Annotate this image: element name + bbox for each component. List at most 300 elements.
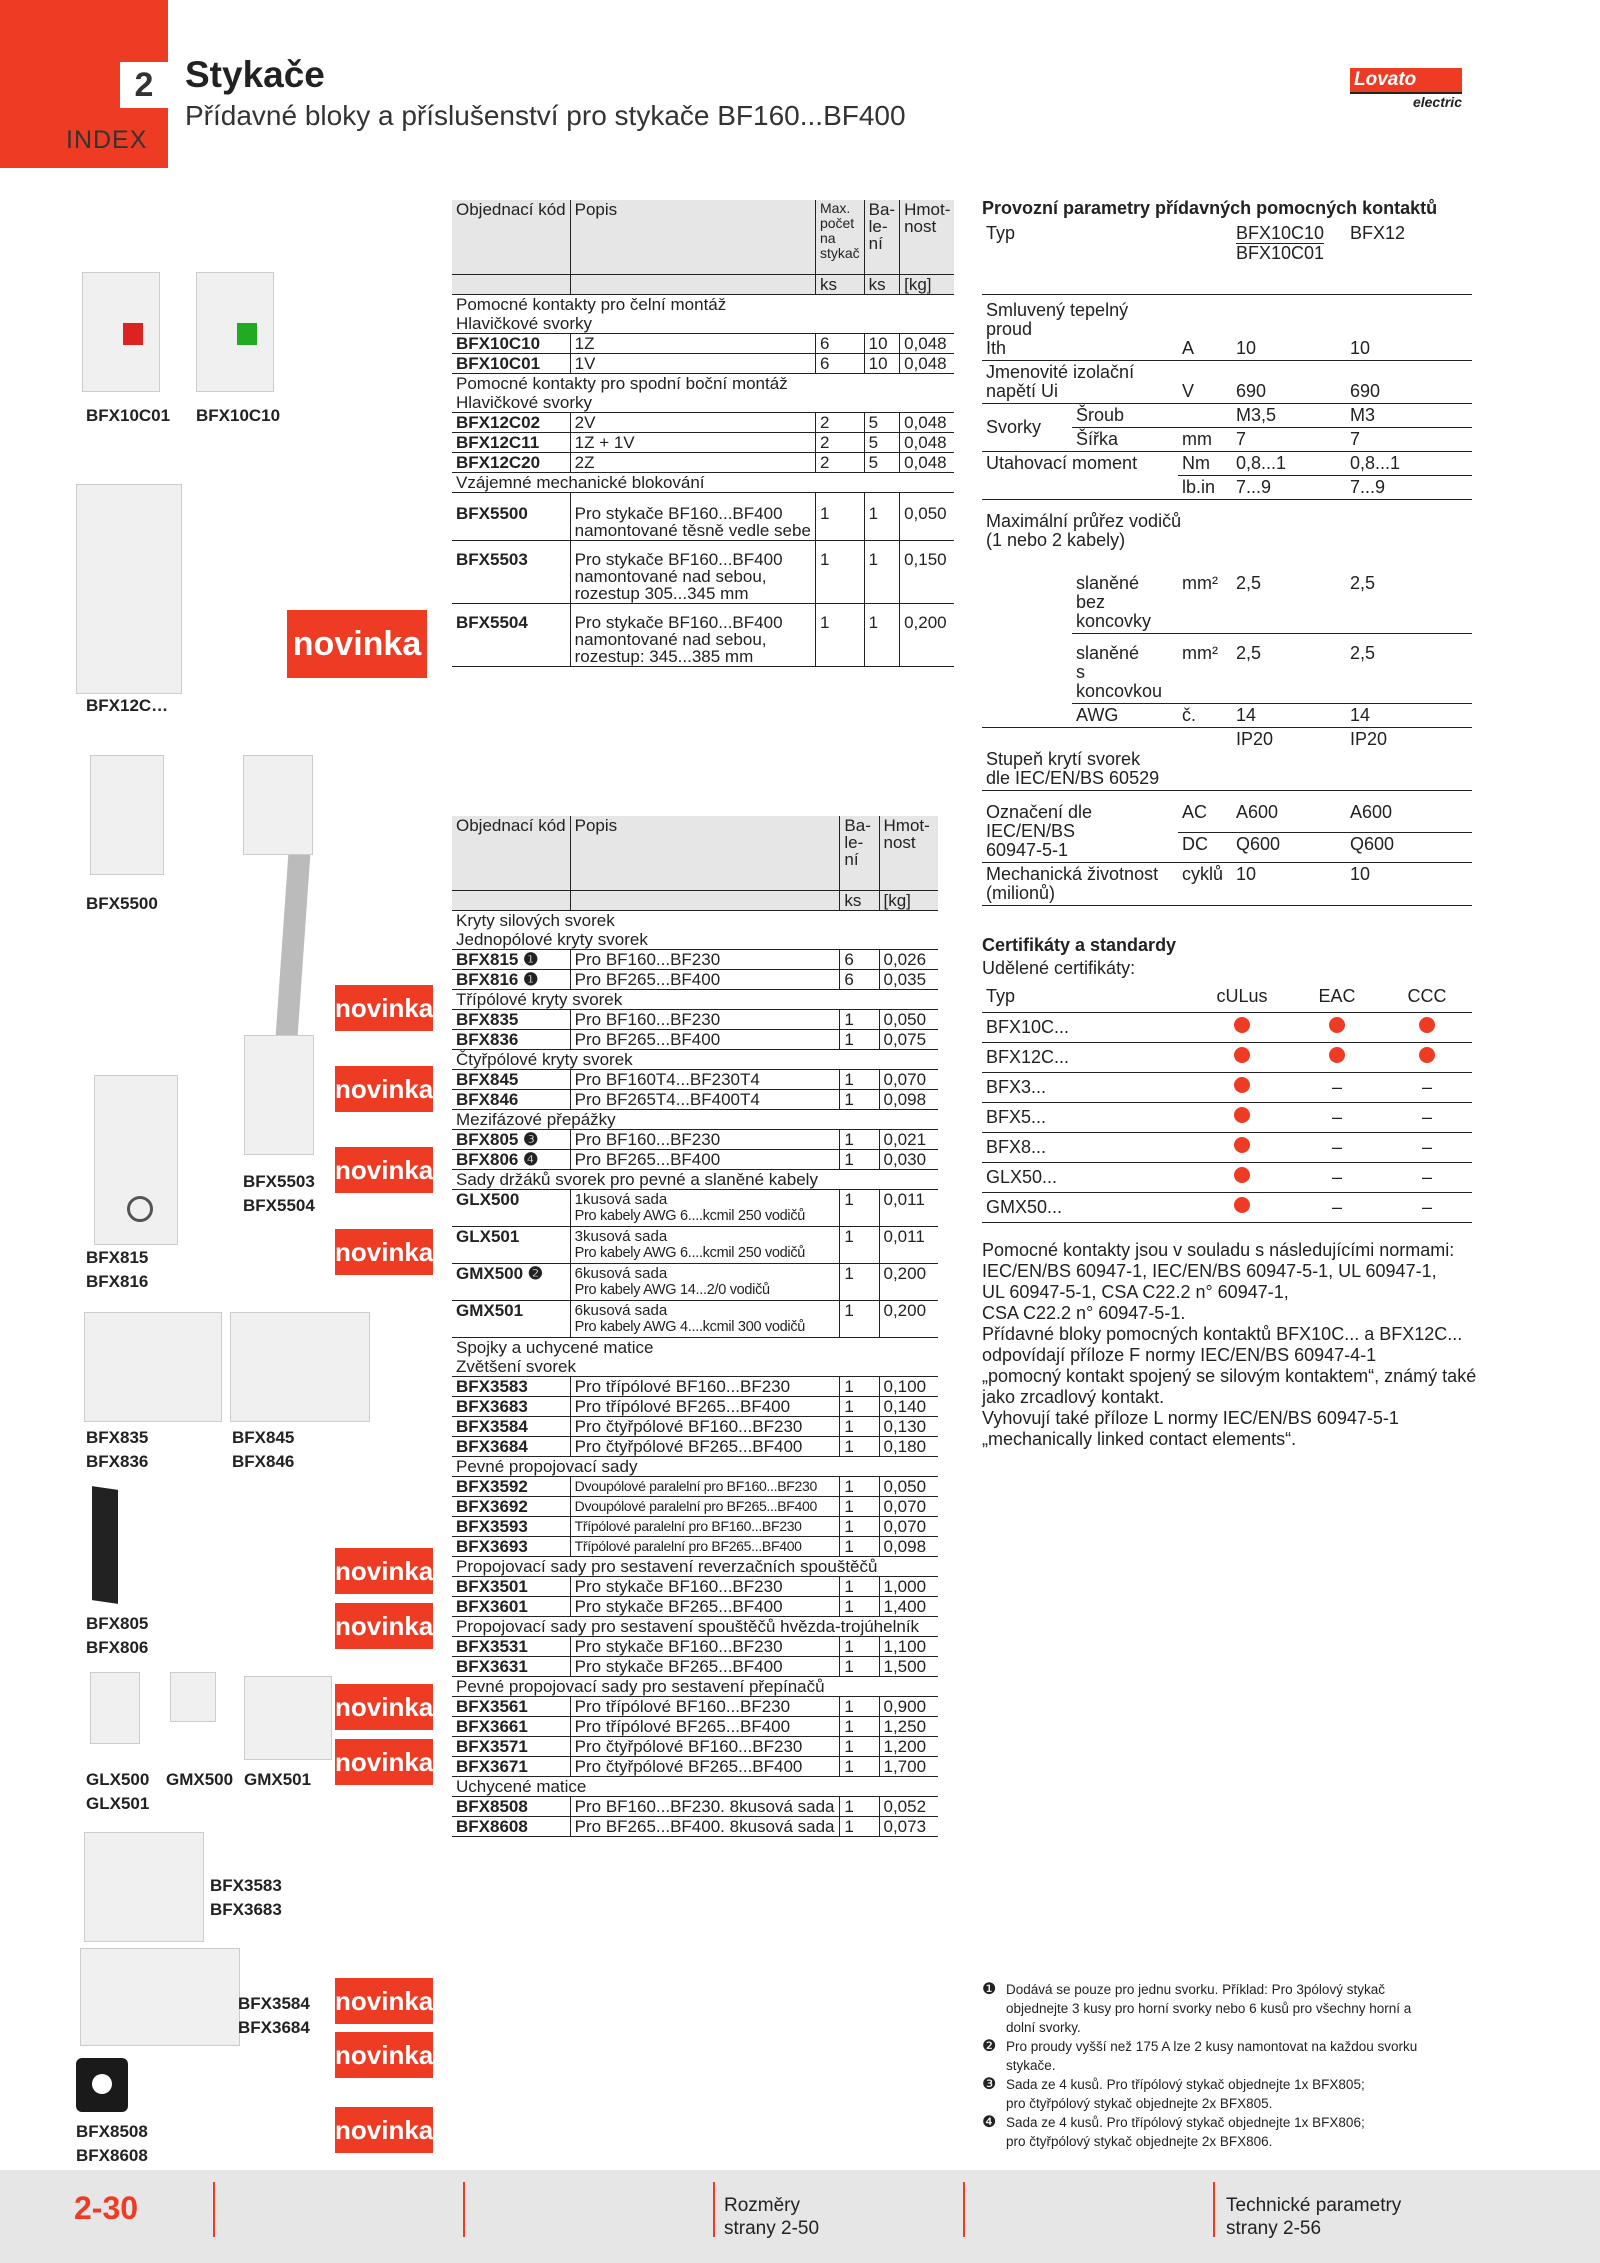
weight: 1,500 [879,1656,938,1676]
brand-logo [1350,68,1462,110]
max-qty: 1 [815,603,864,666]
dimensions-link[interactable] [724,2194,819,2240]
max-qty: 1 [815,540,864,603]
weight: 0,150 [900,540,955,603]
cert-cell [1382,1012,1472,1042]
order-code[interactable]: BFX3693 [452,1536,570,1556]
desc: Pro BF265...BF400 [574,1149,721,1169]
cert-row [982,1162,1472,1192]
weight: 0,048 [900,432,955,452]
order-code[interactable]: BFX3593 [452,1516,570,1536]
pack: 1 [864,492,899,540]
cert-cell: – [1292,1102,1382,1132]
label-gmx500: GMX500 [166,1770,234,1789]
desc: Pro čtyřpólové BF160...BF230 [574,1416,803,1436]
desc-cell [570,1596,840,1616]
footnote-line: pro čtyřpólový stykač objednejte 2x BFX805. [1006,2096,1273,2111]
footnote [982,2037,1417,2075]
pack: 6 [840,949,879,969]
pack: 1 [840,1516,879,1536]
pack: 6 [840,969,879,989]
order-code[interactable]: BFX3683 [452,1396,570,1416]
header-pack: Ba- le- ní [840,816,879,890]
note-line: UL 60947-5-1, CSA C22.2 n° 60947-1, [982,1282,1289,1302]
accessories-table [452,816,938,1837]
weight: 0,070 [879,1069,938,1089]
novinka-badge: novinka [335,1603,433,1649]
pack: 10 [864,353,899,373]
cert-cell: – [1292,1192,1382,1222]
order-code[interactable]: BFX8608 [452,1816,570,1836]
desc-cell [570,1756,840,1776]
desc: Pro třípólové BF265...BF400 [574,1716,791,1736]
footnote-line: dolní svorky. [1006,2020,1081,2035]
mp-label2: (1 nebo 2 kabely) [986,529,1126,550]
divider [463,2182,465,2237]
note-line: „pomocný kontakt spojený se silovým kontaktem“, známý také [982,1366,1477,1386]
value: 10 [1346,862,1472,905]
order-code[interactable]: BFX846 [452,1089,570,1109]
footnote-mark: ❹ [982,2114,997,2131]
value: M3,5 [1232,403,1346,427]
desc-line2: Pro kabely AWG 6....kcmil 250 vodičů [574,1207,806,1224]
desc: Pro stykače BF160...BF230 [574,1636,783,1656]
weight: 1,700 [879,1756,938,1776]
table-units [452,274,954,294]
weight: 0,100 [879,1376,938,1396]
weight: 0,073 [879,1816,938,1836]
order-code[interactable]: BFX835 [452,1009,570,1029]
chapter-tab[interactable] [0,0,168,168]
footnote-line: objednejte 3 kusy pro horní svorky nebo 6 kusů pro všechny horní a [1006,2001,1412,2016]
value: 7 [1346,427,1472,451]
label-bfx5503: BFX5503 [243,1172,315,1191]
cert-cell [1192,1042,1292,1072]
label-bfx815: BFX815 [86,1248,149,1267]
header-max: Max. počet na stykač [815,200,864,274]
ip-label: Stupeň krytí svorek [986,748,1141,769]
unit: Nm [1178,451,1232,475]
table-header [452,200,954,274]
value: 10 [1232,862,1346,905]
value: 2,5 [1346,552,1472,634]
aux-contacts-table [452,200,954,667]
pack: 1 [840,1263,879,1300]
desc: Pro čtyřpólové BF265...BF400 [574,1756,803,1776]
ith-label2: Ith [986,337,1007,358]
params-title: Provozní parametry přídavných pomocných kontaktů [982,198,1438,218]
desc: Pro čtyřpólové BF160...BF230 [574,1736,803,1756]
order-code[interactable]: BFX5500 [452,492,570,540]
cert-cell: – [1292,1132,1382,1162]
order-code[interactable]: BFX3571 [452,1736,570,1756]
sl-label2: s koncovkou [1076,661,1163,701]
novinka-badge: novinka [335,1147,433,1193]
footnote-line: Sada ze 4 kusů. Pro třípólový stykač objednejte 1x BFX806; [1006,2115,1365,2130]
order-code[interactable]: BFX5503 [452,540,570,603]
awg-label: AWG [1072,703,1178,727]
footnote-line: Sada ze 4 kusů. Pro třípólový stykač objednejte 1x BFX805; [1006,2077,1365,2092]
divider [213,2182,215,2237]
weight: 0,050 [879,1009,938,1029]
params-table [982,222,1472,906]
max-qty: 2 [815,412,864,432]
order-code[interactable]: BFX3583 [452,1376,570,1396]
desc-cell [570,1436,840,1456]
pack: 1 [840,1496,879,1516]
desc: Pro stykače BF265...BF400 [574,1596,783,1616]
certified-dot-icon [1234,1137,1250,1153]
pack: 1 [840,1636,879,1656]
order-code[interactable]: BFX3601 [452,1596,570,1616]
tech-params-link[interactable] [1226,2194,1401,2240]
table-row [452,1816,938,1836]
label-glx500: GLX500 [86,1770,150,1789]
label-bfx3683: BFX3683 [210,1900,282,1919]
table-row [452,1576,938,1596]
label-glx501: GLX501 [86,1794,150,1813]
label-bfx846: BFX846 [232,1452,295,1471]
product-image-bfx5500 [90,755,164,875]
pack: 1 [840,1696,879,1716]
order-code[interactable]: BFX12C11 [452,432,570,452]
typ-label: Typ [982,222,1232,294]
certified-dot-icon [1234,1017,1250,1033]
red-button-icon [123,323,143,345]
dimensions-label: Rozměry [724,2195,801,2216]
table-row [452,1149,938,1169]
col2-type: BFX12 [1346,222,1472,294]
certs-table [982,982,1472,1223]
desc-cell [570,1149,840,1169]
weight: 0,900 [879,1696,938,1716]
order-code[interactable]: BFX3671 [452,1756,570,1776]
table-row [452,1436,938,1456]
label-bfx5504: BFX5504 [243,1196,315,1215]
mp-label: Maximální průřez vodičů [986,510,1182,531]
label-bfx12c: BFX12C… [86,696,169,715]
cert-type: GLX50... [982,1162,1192,1192]
order-code[interactable]: GMX501 [452,1300,570,1337]
order-code[interactable]: BFX12C02 [452,412,570,432]
mz-label2: (milionů) [986,882,1056,903]
footnote-line: Pro proudy vyšší než 175 A lze 2 kusy namontovat na každou svorku [1006,2039,1418,2054]
desc: 3kusová sada [574,1227,668,1245]
weight: 1,250 [879,1716,938,1736]
desc: 1Z [570,333,815,353]
unit: A [1178,294,1232,360]
order-code[interactable]: BFX3501 [452,1576,570,1596]
desc-cell [570,1376,840,1396]
standards-notes [982,1240,1476,1450]
desc: 2Z [570,452,815,472]
desc: Pro BF265...BF400. 8kusová sada [574,1816,835,1836]
order-code[interactable]: BFX3692 [452,1496,570,1516]
table-row [452,1656,938,1676]
order-code[interactable]: BFX3592 [452,1476,570,1496]
page-title: Stykače [185,54,325,95]
desc-cell [570,1416,840,1436]
weight: 0,048 [900,333,955,353]
ui-label: Jmenovité izolační [986,361,1135,382]
note-line: CSA C22.2 n° 60947-5-1. [982,1303,1186,1323]
product-image-glx500 [90,1672,140,1744]
section-title: Pomocné kontakty pro čelní montáž [456,294,727,314]
label-gmx501: GMX501 [244,1770,312,1789]
desc-line3: rozestup 305...345 mm [574,583,749,603]
pack: 5 [864,412,899,432]
weight: 1,100 [879,1636,938,1656]
table-row [452,1636,938,1656]
note-line: Přídavné bloky pomocných kontaktů BFX10C... a BFX12C... [982,1324,1463,1344]
novinka-badge: novinka [335,985,433,1031]
desc: Dvoupólové paralelní pro BF160...BF230 [574,1477,817,1494]
weight: 1,000 [879,1576,938,1596]
cert-row [982,1072,1472,1102]
label-bfx8508: BFX8508 [76,2122,148,2141]
index-link[interactable]: INDEX [66,126,148,154]
footnote [982,1980,1417,2037]
table-row [452,969,938,989]
section-title: Sady držáků svorek pro pevné a slaněné kabely [452,1169,938,1189]
table-row [452,1496,938,1516]
section-title: Uchycené matice [452,1776,938,1796]
order-code[interactable]: BFX10C10 [452,333,570,353]
order-code[interactable]: BFX12C20 [452,452,570,472]
max-qty: 2 [815,432,864,452]
table-row [452,333,954,353]
product-image-bfx10c10 [196,272,274,392]
order-code[interactable]: BFX5504 [452,603,570,666]
table-row [452,1069,938,1089]
table-row [452,432,954,452]
desc: Pro stykače BF160...BF400 [574,549,783,569]
cert-cell: – [1382,1192,1472,1222]
unit: č. [1178,703,1232,727]
certs-title: Certifikáty a standardy [982,935,1177,955]
table-row [452,1536,938,1556]
certified-dot-icon [1234,1047,1250,1063]
note-line: IEC/EN/BS 60947-1, IEC/EN/BS 60947-5-1, UL 60947-1, [982,1261,1437,1281]
desc: 1V [570,353,815,373]
table-row [452,1696,938,1716]
cert-cell [1192,1012,1292,1042]
table-row [452,1263,938,1300]
chapter-number: 2 [120,62,168,108]
unit: mm² [1178,633,1232,703]
order-code[interactable]: BFX3584 [452,1416,570,1436]
order-code[interactable]: BFX8508 [452,1796,570,1816]
order-code[interactable]: GLX500 [452,1189,570,1226]
table-row [452,1736,938,1756]
value: IP20 [1346,727,1472,790]
section-title: Kryty silových svorek [456,910,615,930]
desc-cell [570,1516,840,1536]
order-code[interactable]: BFX3661 [452,1716,570,1736]
header-code: Objednací kód [452,816,570,890]
pack: 1 [840,1129,879,1149]
desc-cell [570,1300,840,1337]
note-line: odpovídají příloze F normy IEC/EN/BS 60947-4-1 [982,1345,1377,1365]
unit: DC [1178,832,1232,862]
product-image-bfx835 [84,1312,222,1422]
cert-type: BFX12C... [982,1042,1192,1072]
pack: 1 [840,1596,879,1616]
table-row [452,1226,938,1263]
table-row [452,603,954,666]
value: 2,5 [1346,633,1472,703]
order-code[interactable]: BFX845 [452,1069,570,1089]
ui-label2: napětí Ui [986,380,1059,401]
value: 10 [1232,294,1346,360]
table-row [452,1029,938,1049]
desc-cell [570,1536,840,1556]
order-code[interactable]: BFX836 [452,1029,570,1049]
weight: 0,048 [900,452,955,472]
order-code[interactable]: BFX3531 [452,1636,570,1656]
label-bfx836: BFX836 [86,1452,149,1471]
table-row [452,1009,938,1029]
weight: 0,070 [879,1496,938,1516]
weight: 0,070 [879,1516,938,1536]
value: 14 [1232,703,1346,727]
col1-type2: BFX10C01 [1236,243,1325,263]
cert-head-typ: Typ [982,982,1192,1012]
weight: 0,050 [900,492,955,540]
section-subtitle: Zvětšení svorek [452,1357,938,1377]
pack: 1 [864,603,899,666]
product-image-bfx5503-bottom [244,1035,314,1155]
desc-cell [570,1696,840,1716]
cert-type: BFX3... [982,1072,1192,1102]
table-row [452,1416,938,1436]
pack: 1 [864,540,899,603]
footnote-mark: ❶ [982,1981,997,1998]
page-subtitle: Přídavné bloky a příslušenství pro stykače BF160...BF400 [185,100,906,131]
table-row [452,540,954,603]
pack: 1 [840,1716,879,1736]
pack: 5 [864,432,899,452]
cert-type: GMX50... [982,1192,1192,1222]
value: 14 [1346,703,1472,727]
order-code[interactable]: BFX815 ❶ [452,949,570,969]
unit-weight: [kg] [900,274,955,294]
order-code[interactable]: BFX10C01 [452,353,570,373]
pack: 5 [864,452,899,472]
footnote-mark: ❸ [982,2076,997,2093]
ut-label: Utahovací moment [986,452,1138,473]
unit: cyklů [1178,862,1232,905]
desc: Pro třípólové BF160...BF230 [574,1696,791,1716]
footnote-line: pro čtyřpólový stykač objednejte 2x BFX806. [1006,2134,1273,2149]
divider [963,2182,965,2237]
order-code[interactable]: BFX3561 [452,1696,570,1716]
divider [1213,2182,1215,2237]
desc: Třípólové paralelní pro BF160...BF230 [574,1517,802,1534]
desc: Pro BF160...BF230. 8kusová sada [574,1796,835,1816]
screw-icon [127,1196,153,1222]
value: Q600 [1346,832,1472,862]
unit: mm² [1178,552,1232,634]
pack: 1 [840,1149,879,1169]
cert-cell: – [1292,1072,1382,1102]
order-code[interactable]: GMX500 ❷ [452,1263,570,1300]
certified-dot-icon [1419,1047,1435,1063]
sl-label: slaněné [1076,642,1140,663]
max-qty: 2 [815,452,864,472]
desc-cell [570,1716,840,1736]
unit: V [1178,360,1232,403]
value: 0,8...1 [1232,451,1346,475]
tech-label: Technické parametry [1226,2195,1402,2216]
pack: 1 [840,1436,879,1456]
desc-cell [570,1796,840,1816]
cert-cell: – [1382,1132,1472,1162]
cert-type: BFX10C... [982,1012,1192,1042]
value: IP20 [1232,727,1346,790]
novinka-badge: novinka [335,1684,433,1730]
order-code[interactable]: BFX806 ❹ [452,1149,570,1169]
novinka-badge: novinka [335,1978,433,2024]
label-bfx805: BFX805 [86,1614,149,1633]
pack: 1 [840,1736,879,1756]
pack: 1 [840,1656,879,1676]
cert-row [982,1042,1472,1072]
order-code[interactable]: GLX501 [452,1226,570,1263]
desc: Pro BF160T4...BF230T4 [574,1069,760,1089]
desc-cell [570,1029,840,1049]
desc-cell [570,1089,840,1109]
order-code[interactable]: BFX805 ❸ [452,1129,570,1149]
desc-cell [570,1263,840,1300]
desc-cell [570,949,840,969]
weight: 0,098 [879,1089,938,1109]
value: 7...9 [1346,475,1472,499]
cert-cell [1192,1192,1292,1222]
pack: 1 [840,1796,879,1816]
value: 2,5 [1232,552,1346,634]
desc: Pro BF265...BF400 [574,1029,721,1049]
order-code[interactable]: BFX3631 [452,1656,570,1676]
pack: 1 [840,1756,879,1776]
order-code[interactable]: BFX816 ❶ [452,969,570,989]
table-row [452,353,954,373]
unit-weight: [kg] [879,890,938,910]
desc-line2: namontované nad sebou, [574,566,767,586]
order-code[interactable]: BFX3684 [452,1436,570,1456]
weight: 0,130 [879,1416,938,1436]
sroub-label: Šroub [1072,403,1178,427]
desc-line3: rozestup: 345...385 mm [574,646,754,666]
label-bfx835: BFX835 [86,1428,149,1447]
cert-row [982,1192,1472,1222]
cert-cell [1192,1132,1292,1162]
ith-label: Smluvený tepelný proud [986,299,1129,339]
unit: mm [1178,427,1232,451]
footnote-line: stykače. [1006,2058,1056,2073]
header-desc: Popis [570,816,840,890]
header-code: Objednací kód [452,200,570,274]
section-title: Třípólové kryty svorek [452,989,938,1009]
footnote-line: Dodává se pouze pro jednu svorku. Příklad: Pro 3pólový stykač [1006,1982,1385,1997]
table-row [452,1376,938,1396]
desc: Pro BF265T4...BF400T4 [574,1089,760,1109]
table-row [452,1189,938,1226]
desc: Pro třípólové BF160...BF230 [574,1376,791,1396]
product-image-bfx815 [94,1075,178,1245]
pack: 10 [864,333,899,353]
value: 690 [1346,360,1472,403]
